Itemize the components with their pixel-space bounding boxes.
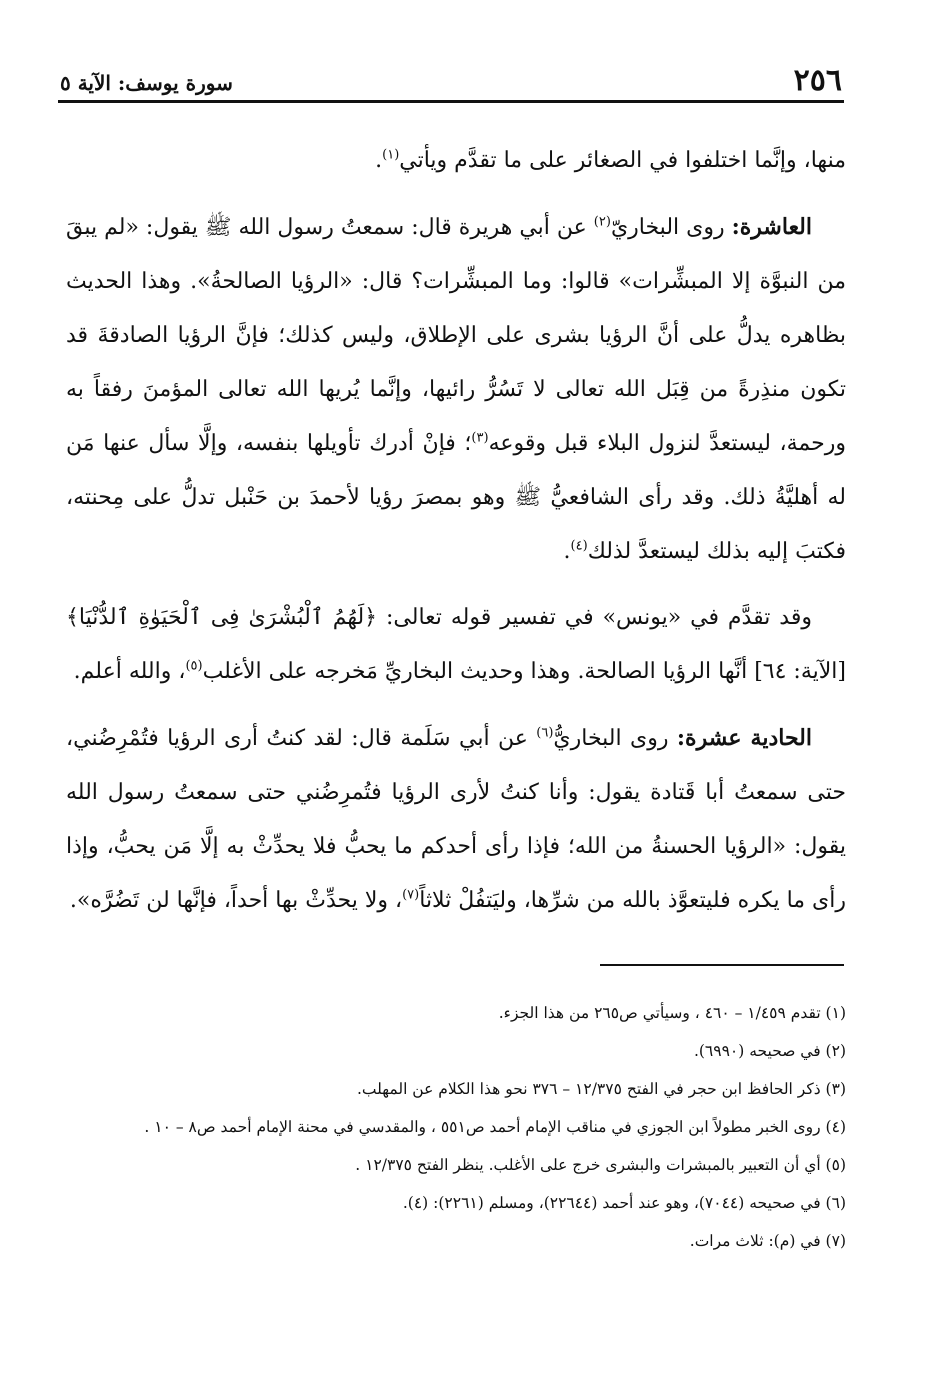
- footnotes: [66, 998, 846, 1264]
- paragraph-text: ، ولا يحدِّثْ بها أحداً، فإنَّها لن تَضُرَّه».: [69, 888, 403, 913]
- paragraph-text: عن أبي سَلَمة قال: لقد كنتُ أرى الرؤيا فتُمْرِضُني، حتى سمعتُ أبا قَتادة يقول: وأنا كنتُ لأرى الرؤيا فتُمرِضُني حتى سمعتُ رسول الله يقول: «الرؤيا الحسنةُ من الله؛ فإذا رأى أحدكم ما يحبُّ فلا يحدِّثْ به إلَّا مَن يحبُّ، وإذا رأى ما يكره فليتعوَّذ بالله من شرِّها، وليَتفُلْ ثلاثاً: [66, 726, 846, 913]
- page-number: ٢٥٦: [793, 63, 842, 98]
- page-header: [60, 62, 842, 98]
- running-title: سورة يوسف: الآية ٥: [60, 71, 233, 95]
- footnote: (٥) أي أن التعبير بالمبشرات والبشرى خرج على الأغلب. ينظر الفتح ١٢/٣٧٥ .: [355, 1156, 846, 1174]
- footnote-marker: (٧): [402, 887, 420, 903]
- footnote: (٢) في صحيحه (٦٩٩٠).: [693, 1042, 846, 1060]
- paragraph-text: .: [563, 539, 571, 564]
- paragraph-eleventh: [66, 711, 846, 928]
- paragraph-tenth: [66, 200, 846, 579]
- paragraph-text: روى البخاريُّ: [553, 726, 669, 751]
- footnote-marker: (١): [382, 147, 400, 163]
- footnote-marker: (٤): [570, 538, 588, 554]
- footnote-divider: [600, 964, 844, 966]
- paragraph-text: ؛ فإنْ أدرك تأويلها بنفسه، وإلَّا سأل عنها مَن له أهليَّةُ ذلك. وقد رأى الشافعيُّ ﷺ وهو بمصرَ رؤيا لأحمدَ بن حَنْبل تدلُّ على مِحنته، فكتبَ إليه بذلك ليستعدَّ لذلك: [66, 431, 846, 564]
- footnote-marker: (٢): [593, 214, 611, 230]
- paragraph-yunus: [66, 591, 846, 699]
- footnote: (١) تقدم ١/٤٥٩ – ٤٦٠ ، وسيأتي ص٢٦٥ من هذا الجزء.: [498, 1004, 846, 1022]
- paragraph-text: منها، وإنَّما اختلفوا في الصغائر على ما تقدَّم ويأتي: [399, 148, 846, 173]
- section-heading: العاشرة:: [731, 214, 812, 240]
- footnote-marker: (٦): [536, 725, 554, 741]
- paragraph-text: ، والله أعلم.: [73, 659, 186, 684]
- footnote: (٧) في (م): ثلاث مرات.: [689, 1232, 846, 1250]
- paragraph-text: وقد تقدَّم في «يونس» في تفسير قوله تعالى: ﴿لَهُمُ ٱلْبُشْرَىٰ فِى ٱلْحَيَوٰةِ ٱلدُّنْيَا﴾ [الآية: ٦٤] أنَّها الرؤيا الصالحة. وهذا وحديث البخاريِّ مَخرجه على الأغلب: [66, 605, 846, 684]
- footnote: (٦) في صحيحه (٧٠٤٤)، وهو عند أحمد (٢٢٦٤٤)، ومسلم (٢٢٦١): (٤).: [402, 1194, 846, 1212]
- footnote-marker: (٣): [471, 430, 489, 446]
- paragraph-text: عن أبي هريرة قال: سمعتُ رسول الله ﷺ يقول: «لم يبقَ من النبوَّة إلا المبشِّرات» قالوا: وما المبشِّرات؟ قال: «الرؤيا الصالحةُ». وهذا الحديث بظاهره يدلُّ على أنَّ الرؤيا بشرى على الإطلاق، وليس كذلك؛ فإنَّ الرؤيا الصادقةَ قد تكون منذِرةً من قِبَل الله تعالى لا تَسُرُّ رائيها، وإنَّما يُريها الله تعالى المؤمنَ رفقاً به ورحمة، ليستعدَّ لنزول البلاء قبل وقوعه: [66, 215, 846, 456]
- paragraph-continuation: [66, 134, 846, 188]
- header-divider: [58, 100, 844, 103]
- footnote: (٤) روى الخبر مطولاً ابن الجوزي في مناقب الإمام أحمد ص٥٥١ ، والمقدسي في محنة الإمام أحمد ص٨ – ١٠ .: [144, 1118, 846, 1136]
- paragraph-text: روى البخاريّ: [610, 215, 725, 240]
- footnote-marker: (٥): [185, 658, 203, 674]
- main-text: [66, 134, 846, 940]
- paragraph-text: .: [375, 148, 383, 173]
- footnote: (٣) ذكر الحافظ ابن حجر في الفتح ١٢/٣٧٥ – ٣٧٦ نحو هذا الكلام عن المهلب.: [356, 1080, 846, 1098]
- section-heading: الحادية عشرة:: [676, 725, 812, 751]
